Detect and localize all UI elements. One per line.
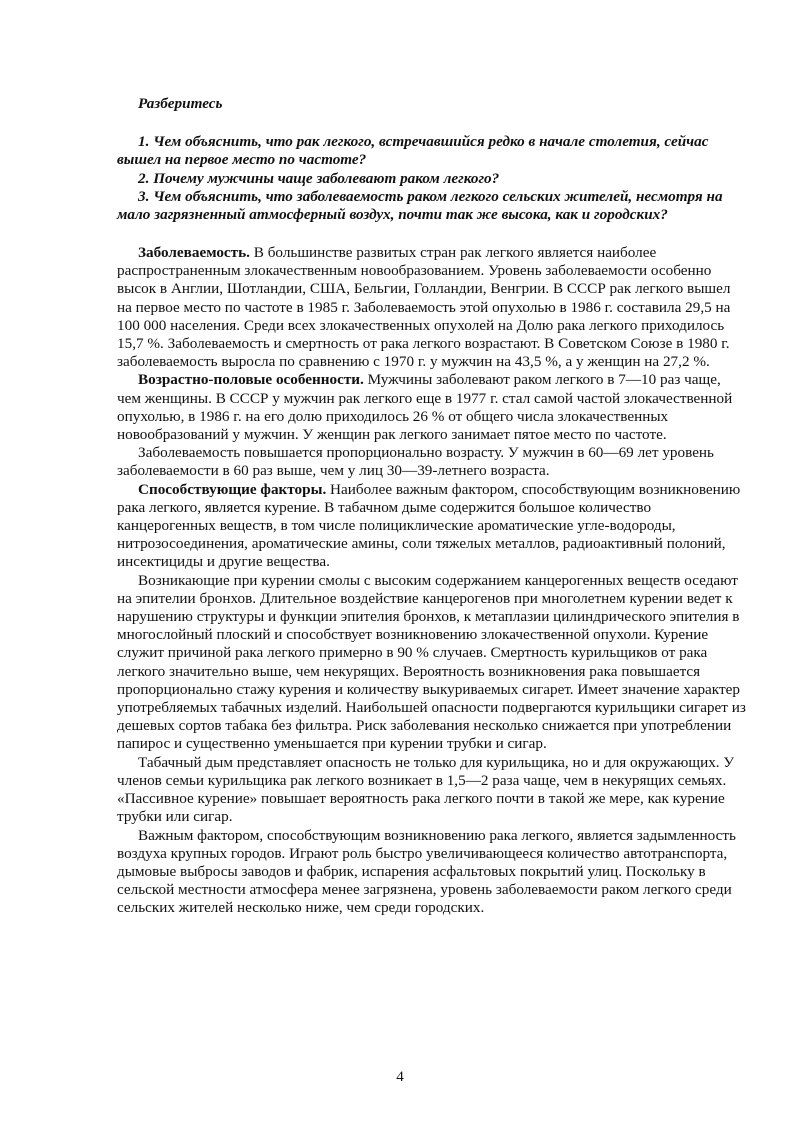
paragraph-incidence [117, 244, 747, 371]
paragraph-age-sex [117, 371, 747, 444]
body-text [117, 244, 747, 918]
paragraph-lead: Способствующие факторы. [138, 480, 327, 498]
paragraph-lead: Заболеваемость. [138, 244, 250, 261]
paragraph-age [117, 444, 747, 480]
question-number: 3. [138, 187, 150, 205]
question-item [117, 133, 747, 169]
paragraph-text: Возникающие при курении смолы с высоким содержанием канцерогенных веществ оседают на эпителии бронхов. Длительное воздействие канцерогенов при многолетнем курении ведет к нарушению структуры и функции эпителия бронхов, к метаплазии цилиндрического эпителия в многослойный плоский и способствует возникновению злокачественной опухоли. Курение служит причиной рака легкого примерно в 90 % случаев. Смертность курильщиков от рака легкого значительно выше, чем некурящих. Вероятность возникновения рака повышается пропорционально стажу курения и количеству выкуриваемых сигарет. Имеет значение характер употребляемых табачных изделий. Наибольшей опасности подвергаются курильщики сигарет из дешевых сортов табака без фильтра. Риск заболевания несколько снижается при употреблении папирос и существенно уменьшается при курении трубки и сигар. [117, 571, 746, 753]
question-text: Чем объяснить, что заболеваемость раком легкого сельских жителей, несмотря на мало загрязненный атмосферный воздух, почти так же высока, как и городских? [117, 187, 723, 224]
question-number: 1. [138, 133, 150, 151]
paragraph-text: В большинстве развитых стран рак легкого является наиболее распространенным злокачественным новообразованием. Уровень заболеваемости особенно высок в Англии, Шотландии, США, Бельгии, Голландии, Венгрии. В СССР рак легкого вышел на первое место по частоте в 1985 г. Заболеваемость этой опухолью в 1986 г. составила 29,5 на 100 000 населения. Среди всех злокачественных опухолей на Долю рака легкого приходилось 15,7 %. Заболеваемость и смертность от рака легкого возрастают. В Советском Союзе в 1980 г. заболеваемость выросла по сравнению с 1970 г. у мужчин на 43,5 %, а у женщин на 27,2 %. [117, 244, 731, 371]
paragraph-lead: Возрастно-половые особенности. [138, 371, 364, 389]
question-number: 2. [138, 169, 150, 187]
question-text: Чем объяснить, что рак легкого, встречавшийся редко в начале столетия, сейчас вышел на первое место по частоте? [117, 133, 709, 169]
questions-block [117, 95, 747, 224]
paragraph-smoking [117, 572, 747, 754]
question-item [117, 188, 747, 224]
paragraph-text: Наиболее важным фактором, способствующим возникновению рака легкого, является курение. В табачном дыме содержится большое количество канцерогенных веществ, в том числе полициклические ароматические угле-водороды, нитрозосоединения, ароматические амины, соли тяжелых металлов, радиоактивный полоний, инсектициды и другие вещества. [117, 480, 741, 571]
paragraph-text: Табачный дым представляет опасность не только для курильщика, но и для окружающих. У членов семьи курильщика рак легкого возникает в 1,5—2 раза чаще, чем в некурящих семьях. «Пассивное курение» повышает вероятность рака легкого почти в такой же мере, как курение трубки или сигар. [117, 753, 735, 826]
questions-heading: Разберитесь [138, 95, 223, 112]
question-text: Почему мужчины чаще заболевают раком легкого? [149, 169, 500, 187]
paragraph-text: Заболеваемость повышается пропорционально возрасту. У мужчин в 60—69 лет уровень заболеваемости в 60 раз выше, чем у лиц 30—39-летнего возраста. [117, 444, 714, 480]
page-number: 4 [396, 1068, 404, 1085]
paragraph-text: Важным фактором, способствующим возникновению рака легкого, является задымленность воздуха крупных городов. Играют роль быстро увеличивающееся количество автотранспорта, дымовые выбросы заводов и фабрик, испарения асфальтовых покрытий улиц. Поскольку в сельской местности атмосфера менее загрязнена, уровень заболеваемости раком легкого среди сельских жителей несколько ниже, чем среди городских. [117, 826, 736, 917]
paragraph-text: Мужчины заболевают раком легкого в 7—10 раз чаще, чем женщины. В СССР у мужчин рак легкого еще в 1977 г. стал самой частой злокачественной опухолью, в 1986 г. на его долю приходилось 26 % от общего числа злокачественных новообразований у мужчин. У женщин рак легкого занимает пятое место по частоте. [117, 371, 733, 444]
question-item [117, 170, 747, 188]
paragraph-air-pollution [117, 827, 747, 918]
paragraph-factors [117, 481, 747, 572]
paragraph-passive-smoking [117, 754, 747, 827]
